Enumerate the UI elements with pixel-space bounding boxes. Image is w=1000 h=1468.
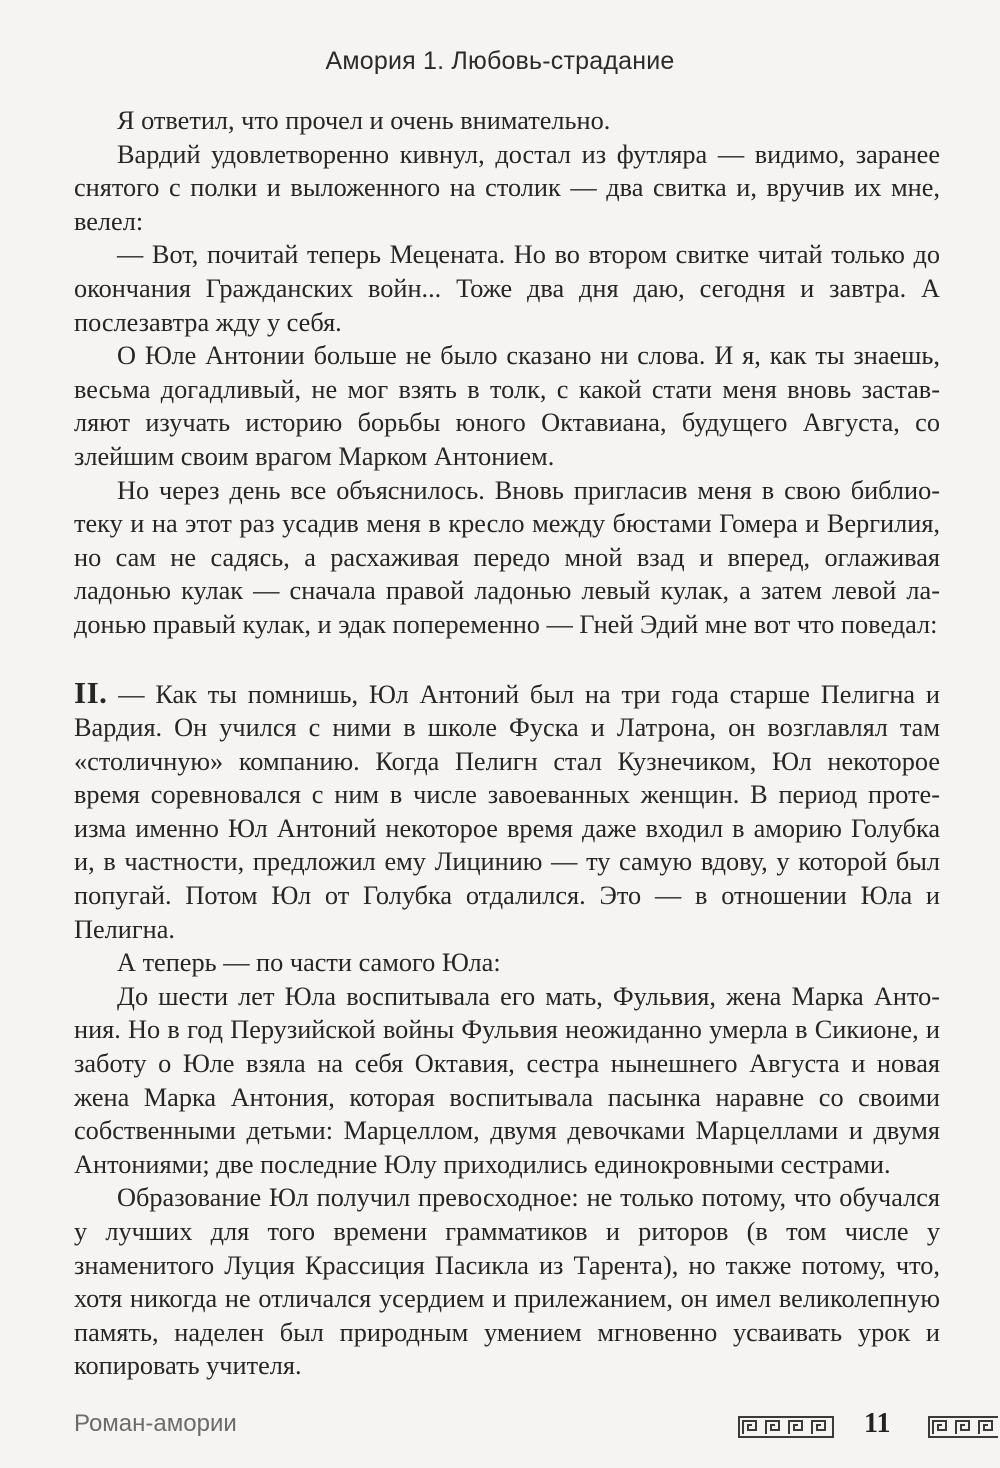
paragraph: — Вот, почитай теперь Мецената. Но во втором свитке читай только до окончания Гражданских войн... Тоже два дня даю, сегодня и завтра. А послезавтра жду у себя.: [74, 240, 940, 337]
meander-ornament-icon: [928, 1416, 998, 1438]
meander-ornament-icon: [738, 1416, 834, 1438]
running-header: Амория 1. Любовь-страдание: [325, 47, 675, 75]
section-number: II.: [74, 674, 108, 710]
section-ii: [74, 676, 940, 1383]
paragraph: А теперь — по части самого Юла:: [117, 948, 501, 978]
section-first-paragraph-text: — Как ты помнишь, Юл Антоний был на три года старше Пелигна и Вардия. Он учился с ними в школе Фуска и Латрона, он возглавлял там «столичную» компанию. Когда Пелигн стал Кузнечиком, Юл некоторое время соревновался с ним в числе завоеванных женщин. В период протеизма именно Юл Антоний некоторое время даже входил в аморию Голубка и, в частности, предложил ему Лицинию — ту самую вдову, у которой был попугай. Потом Юл от Голубка отдалился. Это — в отношении Юла и Пелигна.: [74, 679, 940, 944]
paragraph: Я ответил, что прочел и очень внимательно.: [117, 106, 611, 135]
paragraph: Вардий удовлетворенно кивнул, достал из футляра — видимо, заранее снятого с полки и выложенного на столик — два свитка и, вручив их мне, велел:: [74, 139, 940, 236]
section-first-paragraph: [74, 676, 940, 947]
footer-book-title: Роман-амории: [74, 1410, 237, 1437]
paragraph: До шести лет Юла воспитывала его мать, Фульвия, жена Марка Антония. Но в год Перузийской войны Фульвия неожиданно умерла в Сикионе, и заботу о Юле взяла на себя Октавия, сестра нынешнего Августа и новая жена Марка Антония, которая воспитывала пасынка наравне со своими собственными детьми: Марцеллом, двумя девочками Марцеллами и двумя Антониями; две последние Юлу приходились единокровными сестрами.: [74, 981, 940, 1179]
paragraph: О Юле Антонии больше не было сказано ни слова. И я, как ты знаешь, весьма догадливый, не мог взять в толк, с какой стати меня вновь заставляют изучать историю борьбы юного Октавиана, будущего Августа, со злейшим своим врагом Марком Антонием.: [74, 341, 940, 471]
main-text: [74, 104, 940, 1383]
paragraph: Образование Юл получил превосходное: не только потому, что обучался у лучших для того времени грамматиков и риторов (в том числе у знаменитого Луция Крассиция Пасикла из Тарента), но также потому, что, хотя никогда не отличался усердием и прилежанием, он имел великолепную память, наделен был природным умением мгновенно усваивать урок и копировать учителя.: [74, 1183, 940, 1381]
paragraph: Но через день все объяснилось. Вновь пригласив меня в свою библиотеку и на этот раз усадив меня в кресло между бюстами Гомера и Вергилия, но сам не садясь, а расхаживая передо мной взад и вперед, оглаживая ладонью кулак — сначала правой ладонью левый кулак, а затем левой ладонью правый кулак, и эдак попеременно — Гней Эдий мне вот что поведал:: [74, 475, 940, 639]
page-footer: [0, 1410, 1000, 1450]
page-number: 11: [864, 1408, 891, 1439]
